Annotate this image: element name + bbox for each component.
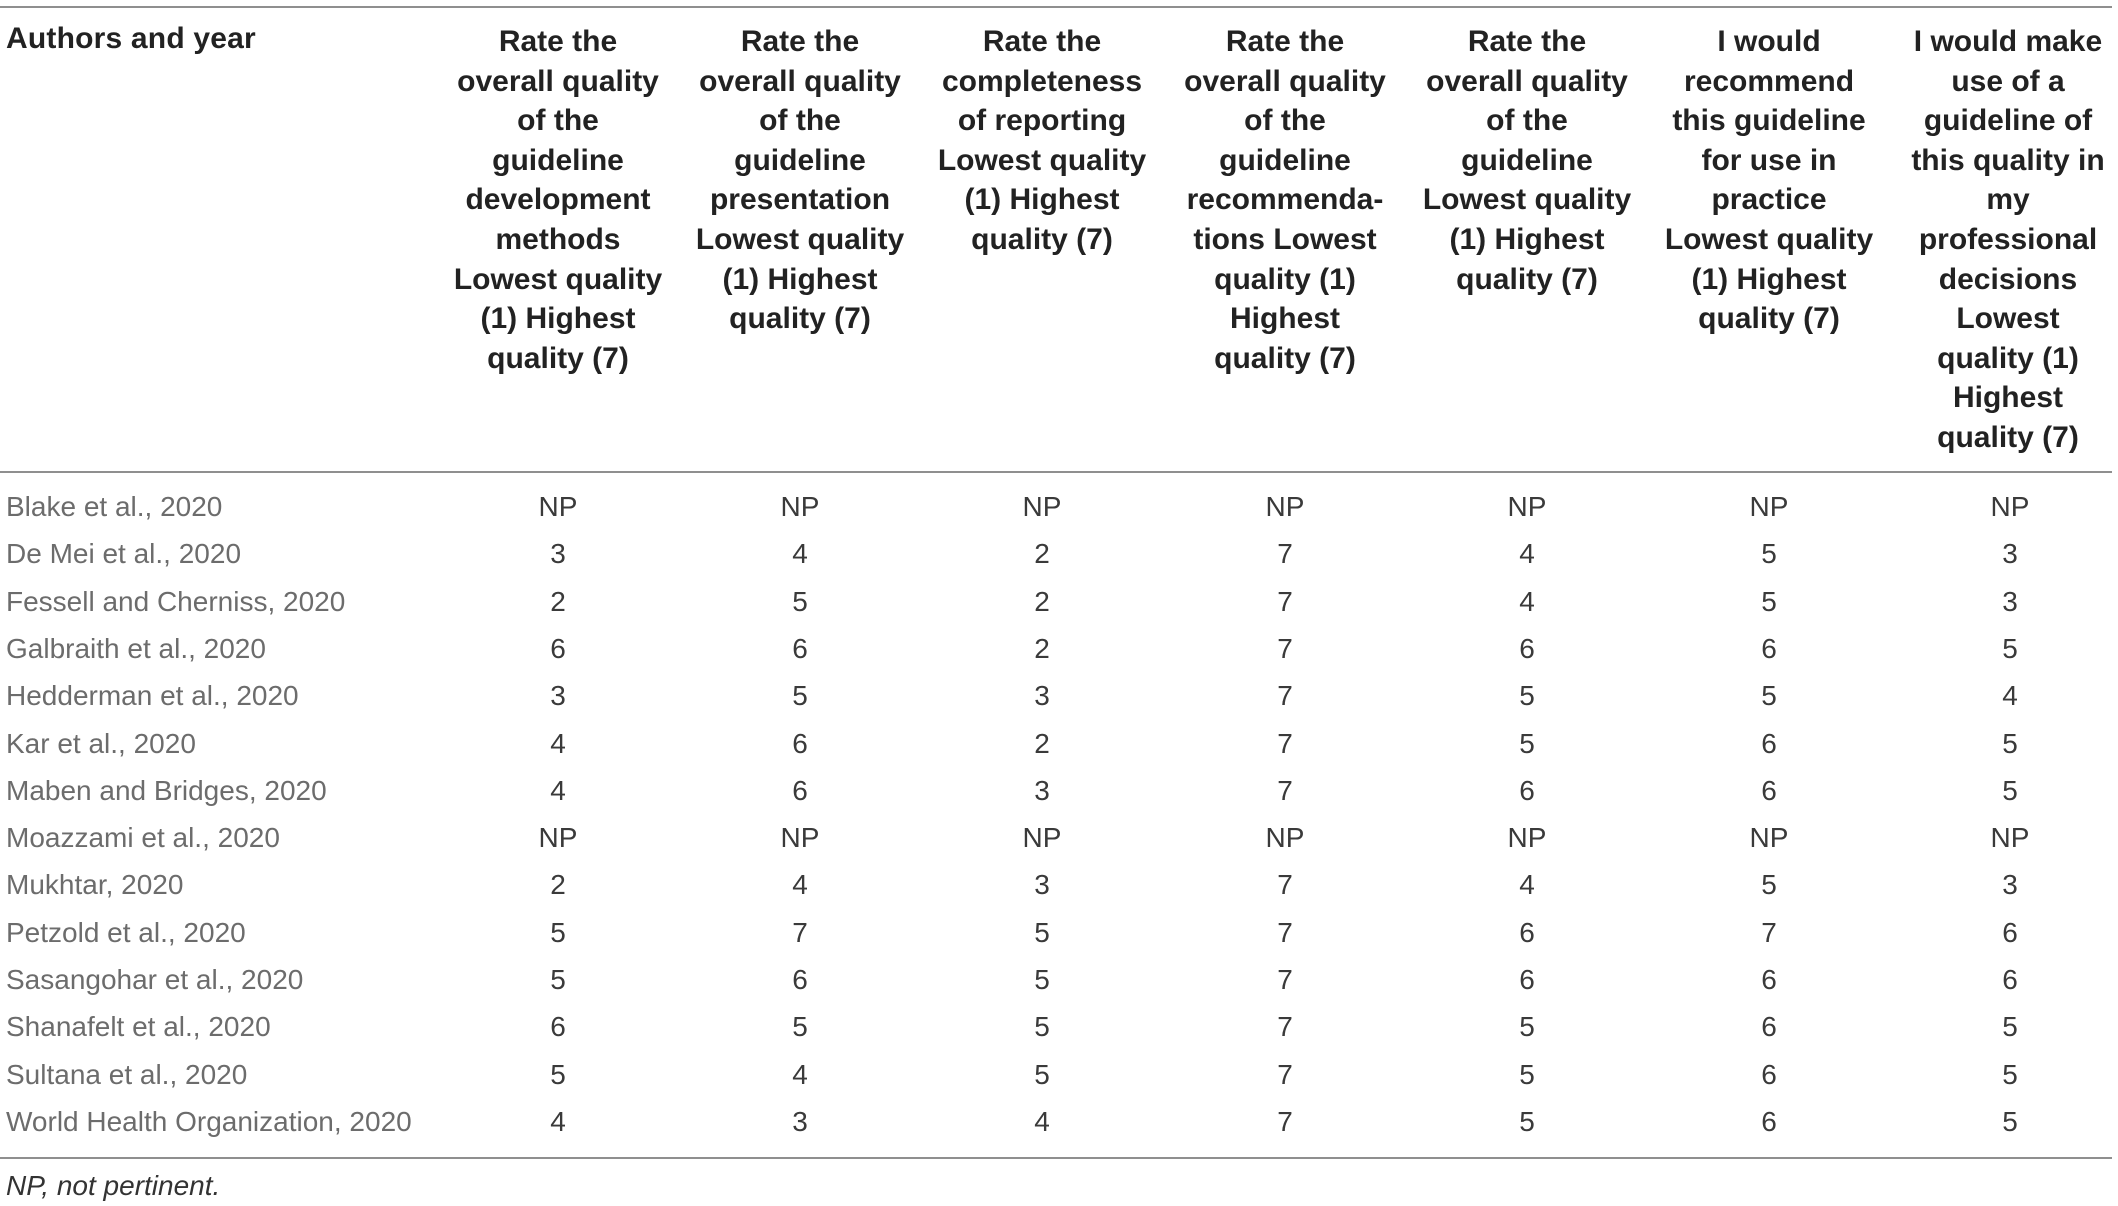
row-score: 7 <box>1277 727 1293 759</box>
row-score: 7 <box>1277 774 1293 806</box>
row-score: 6 <box>1761 964 1777 995</box>
table-row <box>0 1003 2112 1050</box>
row-score: 7 <box>1277 1105 1293 1137</box>
row-score: 2 <box>550 585 566 617</box>
row-score: 7 <box>1277 632 1293 664</box>
table-row <box>0 861 2112 908</box>
row-score: 7 <box>1277 1011 1293 1043</box>
row-score: 5 <box>1519 727 1535 759</box>
row-score: 4 <box>792 1058 808 1090</box>
row-score: 5 <box>2002 1011 2018 1043</box>
row-author: Fessell and Cherniss, 2020 <box>6 585 346 617</box>
row-author: Kar et al., 2020 <box>6 727 196 759</box>
row-score: 3 <box>2002 585 2018 617</box>
row-score: NP <box>1749 491 1789 522</box>
row-score: 4 <box>550 1105 566 1137</box>
row-score: 6 <box>1761 632 1777 664</box>
row-score: 5 <box>1761 538 1777 570</box>
row-score: 6 <box>2002 964 2018 995</box>
row-score: NP <box>1990 491 2030 522</box>
header-bottom-rule <box>0 471 2112 473</box>
row-score: 3 <box>1034 869 1050 901</box>
row-score: 7 <box>1277 1058 1293 1090</box>
row-score: 5 <box>1761 869 1777 901</box>
row-score: 4 <box>792 869 808 901</box>
row-score: 5 <box>1519 1011 1535 1043</box>
row-score: 7 <box>1761 916 1777 948</box>
row-score: NP <box>1507 822 1547 854</box>
row-score: NP <box>780 822 820 854</box>
row-score: 5 <box>550 964 566 995</box>
row-score: 5 <box>1034 1058 1050 1090</box>
row-score: 6 <box>1761 1105 1777 1137</box>
row-score: 4 <box>1034 1105 1050 1137</box>
row-score: 6 <box>1519 774 1535 806</box>
row-author: De Mei et al., 2020 <box>6 538 242 570</box>
row-score: 3 <box>1034 774 1050 806</box>
row-score: 5 <box>1519 1105 1535 1137</box>
row-score: 7 <box>1277 680 1293 712</box>
row-score: 6 <box>1761 1011 1777 1043</box>
table-row <box>0 578 2112 625</box>
row-score: 5 <box>1034 916 1050 948</box>
row-score: 7 <box>1277 869 1293 901</box>
row-score: 3 <box>550 538 566 570</box>
table-row <box>0 909 2112 956</box>
row-score: 4 <box>2002 680 2018 712</box>
table-top-rule <box>0 6 2112 8</box>
row-score: 6 <box>1519 916 1535 948</box>
row-author: World Health Organization, 2020 <box>6 1105 412 1137</box>
row-score: 4 <box>1519 869 1535 901</box>
row-score: 2 <box>550 869 566 901</box>
row-score: NP <box>1507 491 1547 522</box>
row-score: 5 <box>550 1058 566 1090</box>
row-score: 4 <box>550 727 566 759</box>
row-score: 6 <box>550 1011 566 1043</box>
row-score: 5 <box>2002 632 2018 664</box>
row-score: 7 <box>1277 916 1293 948</box>
table-row <box>0 814 2112 861</box>
table-row <box>0 672 2112 719</box>
row-author: Mukhtar, 2020 <box>6 869 184 901</box>
row-score: 6 <box>792 774 808 806</box>
row-author: Galbraith et al., 2020 <box>6 632 266 664</box>
row-score: NP <box>1022 491 1062 522</box>
row-score: NP <box>538 822 578 854</box>
row-author: Hedderman et al., 2020 <box>6 680 299 712</box>
row-author: Maben and Bridges, 2020 <box>6 774 327 806</box>
row-score: 7 <box>1277 964 1293 995</box>
table-row <box>0 625 2112 672</box>
row-score: 3 <box>2002 869 2018 901</box>
header-development-methods: Rate the overall quality of the guideline development methods Lowest quality (1) Highest quality (7) <box>453 25 663 375</box>
row-score: NP <box>780 491 820 522</box>
row-score: 2 <box>1034 632 1050 664</box>
row-score: 5 <box>2002 1058 2018 1090</box>
row-score: 6 <box>1519 632 1535 664</box>
row-score: 3 <box>2002 538 2018 570</box>
row-score: NP <box>1990 822 2030 854</box>
row-author: Sasangohar et al., 2020 <box>6 964 304 995</box>
row-score: 6 <box>1519 964 1535 995</box>
table-row <box>0 1098 2112 1145</box>
table-row <box>0 720 2112 767</box>
row-author: Blake et al., 2020 <box>6 491 223 522</box>
row-score: 3 <box>1034 680 1050 712</box>
table-row <box>0 767 2112 814</box>
row-score: 5 <box>1761 680 1777 712</box>
row-score: 6 <box>550 632 566 664</box>
table-footnote: NP, not pertinent. <box>6 1170 221 1201</box>
row-score: 5 <box>792 680 808 712</box>
row-score: NP <box>538 491 578 522</box>
table-bottom-rule <box>0 1157 2112 1159</box>
row-score: 5 <box>1761 585 1777 617</box>
header-recommendations: Rate the overall quality of the guideline recommenda-tions Lowest quality (1) Highest quality (7) <box>1184 25 1386 375</box>
table-row <box>0 1051 2112 1098</box>
row-score: 4 <box>550 774 566 806</box>
table-row <box>0 483 2112 530</box>
header-completeness: Rate the completeness of reporting Lowest quality (1) Highest quality (7) <box>937 25 1147 256</box>
header-presentation: Rate the overall quality of the guideline presentation Lowest quality (1) Highest quality (7) <box>695 25 905 336</box>
row-score: 2 <box>1034 727 1050 759</box>
row-score: NP <box>1265 491 1305 522</box>
row-score: 5 <box>1034 1011 1050 1043</box>
table-row <box>0 530 2112 577</box>
row-score: 6 <box>792 727 808 759</box>
row-score: 5 <box>550 916 566 948</box>
row-score: 6 <box>1761 774 1777 806</box>
row-score: 2 <box>1034 538 1050 570</box>
row-score: 6 <box>1761 1058 1777 1090</box>
row-score: 5 <box>1034 964 1050 995</box>
row-score: 3 <box>550 680 566 712</box>
row-score: 7 <box>1277 585 1293 617</box>
header-professional-decisions: I would make use of a guideline of this quality in my professional decisions Lowest quality (1) Highest quality (7) <box>1911 25 2105 454</box>
row-author: Petzold et al., 2020 <box>6 916 246 948</box>
row-score: 6 <box>2002 916 2018 948</box>
row-score: 5 <box>792 585 808 617</box>
row-score: 5 <box>1519 680 1535 712</box>
row-score: 5 <box>1519 1058 1535 1090</box>
row-score: 4 <box>1519 538 1535 570</box>
row-score: NP <box>1265 822 1305 854</box>
row-score: 5 <box>2002 727 2018 759</box>
row-score: 7 <box>1277 538 1293 570</box>
row-score: 6 <box>792 632 808 664</box>
row-author: Moazzami et al., 2020 <box>6 822 280 854</box>
row-score: 7 <box>792 916 808 948</box>
header-recommend-use: I would recommend this guideline for use in practice Lowest quality (1) Highest quality (7) <box>1664 25 1874 336</box>
row-score: 5 <box>2002 774 2018 806</box>
row-author: Shanafelt et al., 2020 <box>6 1011 271 1043</box>
row-score: 5 <box>792 1011 808 1043</box>
row-score: NP <box>1749 822 1789 854</box>
table-row <box>0 956 2112 1003</box>
row-score: NP <box>1022 822 1062 854</box>
row-author: Sultana et al., 2020 <box>6 1058 248 1090</box>
row-score: 6 <box>792 964 808 995</box>
row-score: 2 <box>1034 585 1050 617</box>
row-score: 4 <box>792 538 808 570</box>
row-score: 3 <box>792 1105 808 1137</box>
header-overall-quality: Rate the overall quality of the guideline Lowest quality (1) Highest quality (7) <box>1422 25 1632 296</box>
row-score: 5 <box>2002 1105 2018 1137</box>
header-authors-and-year: Authors and year <box>6 22 256 55</box>
row-score: 6 <box>1761 727 1777 759</box>
row-score: 4 <box>1519 585 1535 617</box>
